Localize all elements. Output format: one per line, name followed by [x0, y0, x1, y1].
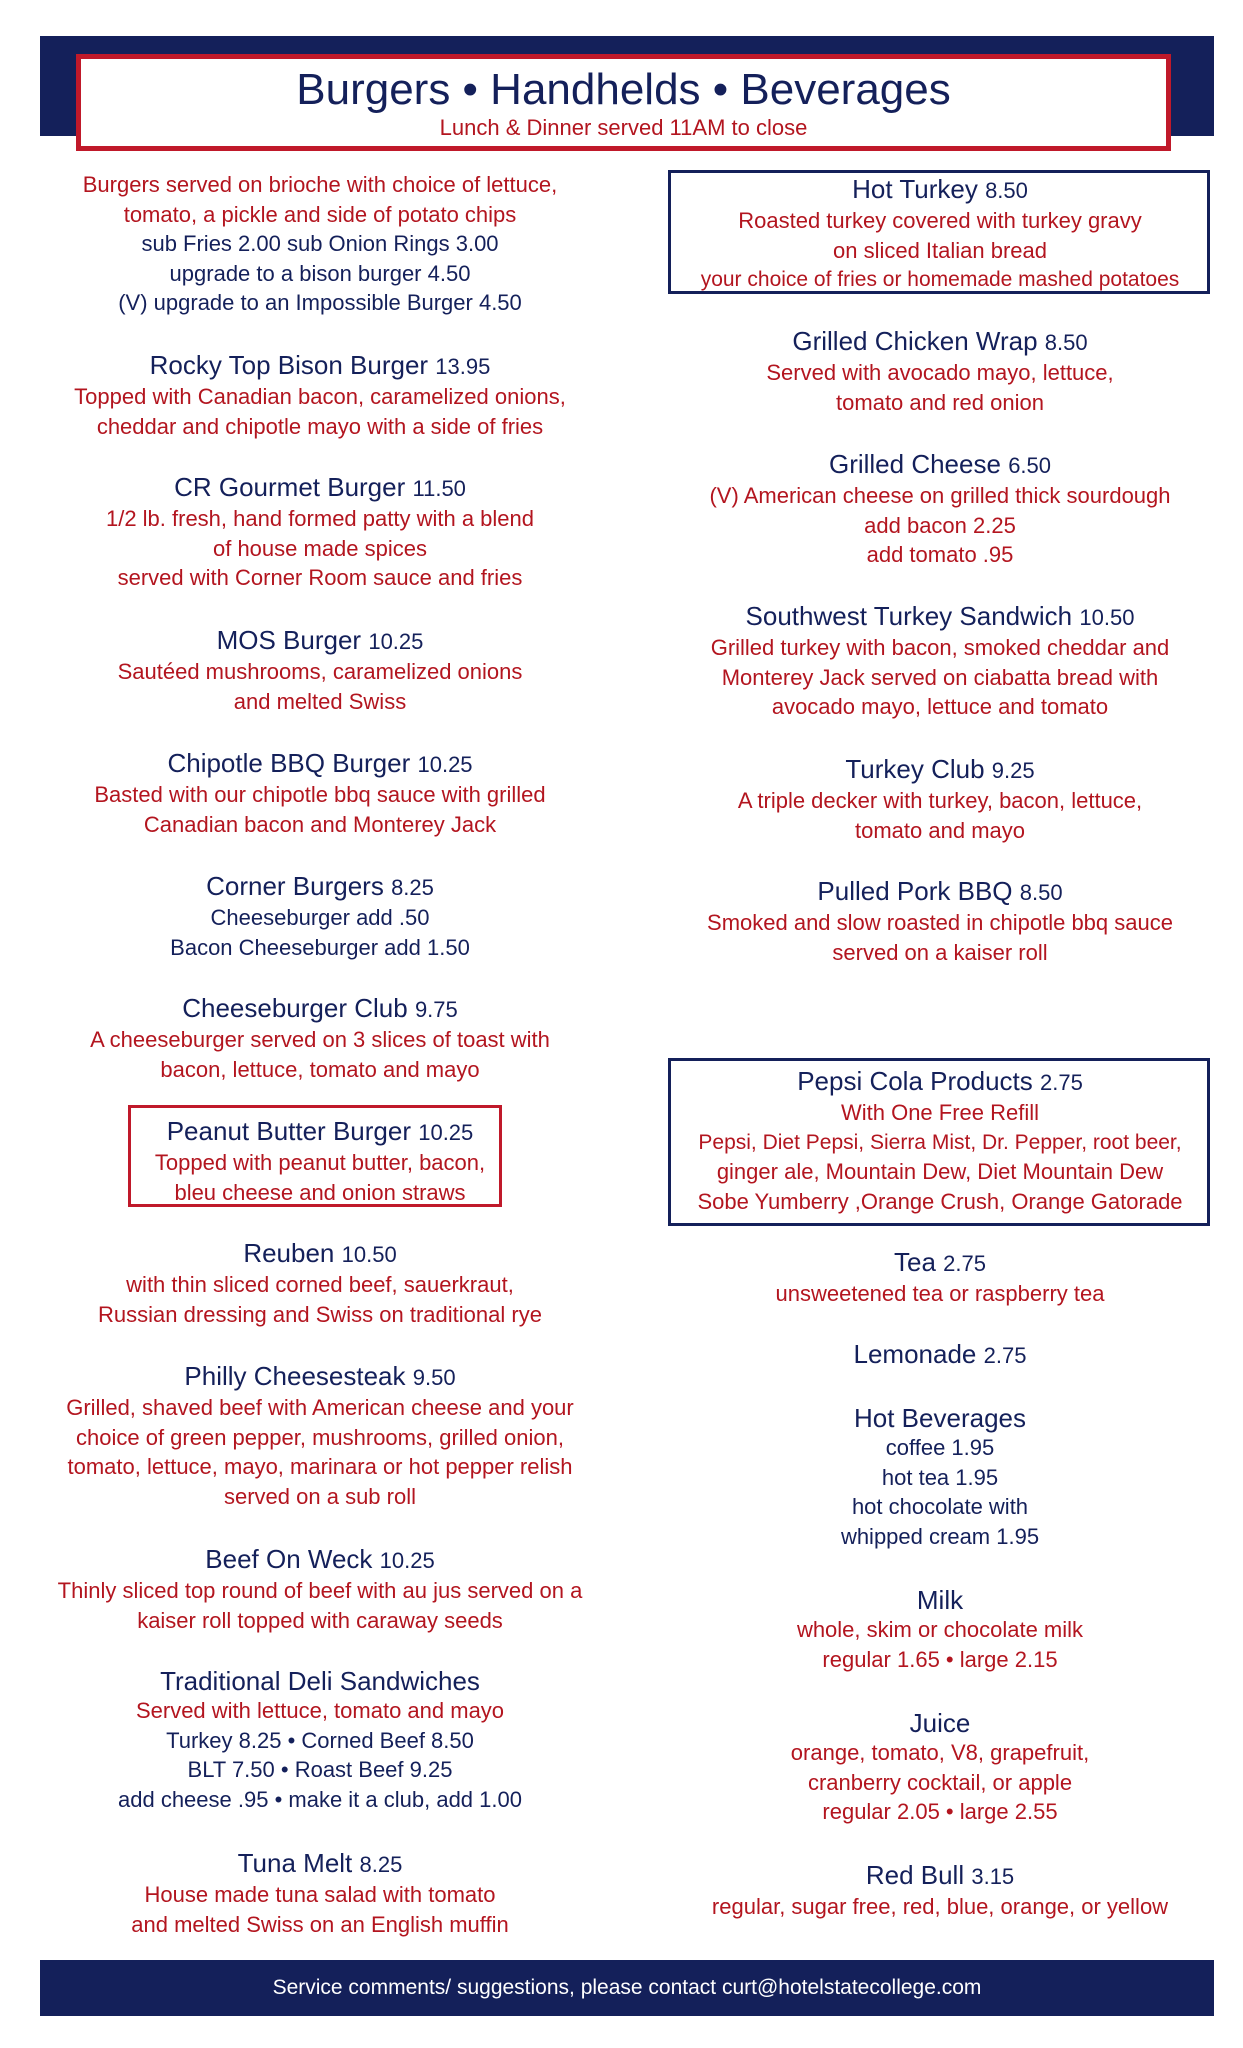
item-desc: Served with lettuce, tomato and mayo: [135, 1698, 505, 1723]
item-price: 2.75: [1039, 1070, 1083, 1095]
item-desc: 1/2 lb. fresh, hand formed patty with a blend: [105, 506, 535, 531]
item-desc: regular, sugar free, red, blue, orange, or yellow: [711, 1894, 1169, 1919]
item-desc: A cheeseburger served on 3 slices of toast with: [90, 1027, 550, 1052]
item-desc: Pepsi, Diet Pepsi, Sierra Mist, Dr. Pepper, root beer,: [698, 1130, 1182, 1154]
item-desc: (V) American cheese on grilled thick sourdough: [709, 483, 1171, 508]
item-desc: regular 2.05 • large 2.55: [822, 1799, 1058, 1824]
item-desc: served on a kaiser roll: [832, 939, 1048, 965]
item-desc: bacon, lettuce, tomato and mayo: [160, 1056, 480, 1082]
item-price: 8.25: [359, 1852, 403, 1877]
item-price: 10.25: [368, 629, 424, 654]
item-name: Pulled Pork BBQ: [817, 876, 1013, 906]
item-desc: Topped with Canadian bacon, caramelized onions,: [74, 384, 566, 409]
item-name: MOS Burger: [216, 625, 362, 655]
intro-line: sub Fries 2.00 sub Onion Rings 3.00: [141, 231, 499, 256]
item-desc: unsweetened tea or raspberry tea: [775, 1281, 1105, 1306]
item-desc: and melted Swiss: [233, 688, 407, 714]
menu-item-lemonade: [662, 1339, 1218, 1371]
menu-item-hot-turkey: [662, 174, 1218, 295]
item-price: 2.75: [983, 1343, 1027, 1368]
item-desc: cheddar and chipotle mayo with a side of fries: [96, 413, 544, 439]
item-price: 9.25: [991, 758, 1035, 783]
item-desc: tomato, lettuce, mayo, marinara or hot pepper relish: [67, 1454, 573, 1479]
item-desc: your choice of fries or homemade mashed potatoes: [700, 268, 1180, 291]
item-name: Traditional Deli Sandwiches: [160, 1666, 480, 1696]
item-price: 11.50: [412, 476, 466, 501]
item-price: 10.50: [341, 1242, 397, 1267]
intro-line: upgrade to a bison burger 4.50: [169, 260, 471, 286]
item-name: Grilled Chicken Wrap: [792, 326, 1038, 356]
item-price: 8.25: [391, 875, 434, 900]
item-desc: Russian dressing and Swiss on traditional rye: [98, 1301, 542, 1327]
menu-item-tea: [662, 1247, 1218, 1309]
item-desc: With One Free Refill: [840, 1100, 1040, 1125]
item-desc: on sliced Italian bread: [832, 237, 1048, 263]
menu-item-southwest-turkey-sandwich: [662, 601, 1218, 722]
item-name: Rocky Top Bison Burger: [149, 350, 429, 380]
item-name: Peanut Butter Burger: [166, 1116, 411, 1146]
item-desc: whipped cream 1.95: [840, 1523, 1040, 1549]
item-name: Hot Beverages: [854, 1403, 1026, 1433]
item-price: 10.25: [418, 1120, 474, 1145]
menu-item-tuna-melt: [25, 1848, 615, 1939]
item-desc: hot chocolate with: [851, 1494, 1029, 1519]
item-desc: Sautéed mushrooms, caramelized onions: [117, 659, 523, 684]
item-desc: coffee 1.95: [885, 1435, 995, 1460]
menu-item-beef-on-weck: [25, 1544, 615, 1635]
item-name: Southwest Turkey Sandwich: [745, 601, 1073, 631]
item-price: 9.50: [412, 1365, 456, 1390]
menu-item-pepsi-cola-products: [662, 1066, 1218, 1216]
item-price: 10.25: [417, 752, 473, 777]
item-desc: Served with avocado mayo, lettuce,: [766, 360, 1114, 385]
menu-item-hot-beverages: [662, 1403, 1218, 1551]
item-desc: Bacon Cheeseburger add 1.50: [170, 934, 470, 960]
intro-line: (V) upgrade to an Impossible Burger 4.50: [118, 290, 522, 315]
menu-item-reuben: [25, 1238, 615, 1329]
menu-item-red-bull: [662, 1860, 1218, 1922]
menu-item-rocky-top-bison-burger: [25, 350, 615, 441]
item-desc: Grilled, shaved beef with American cheese and your: [66, 1395, 574, 1420]
item-desc: add bacon 2.25: [864, 512, 1016, 538]
item-desc: and melted Swiss on an English muffin: [131, 1911, 509, 1937]
item-price: 6.50: [1008, 453, 1052, 478]
menu-item-grilled-cheese: [662, 449, 1218, 570]
item-name: Grilled Cheese: [828, 449, 1001, 479]
item-price: 9.75: [414, 997, 458, 1022]
item-desc: choice of green pepper, mushrooms, grilled onion,: [76, 1424, 564, 1450]
menu-item-traditional-deli-sandwiches: [25, 1666, 615, 1814]
item-desc: of house made spices: [212, 535, 428, 561]
item-price: 8.50: [1019, 880, 1063, 905]
item-desc: Topped with peanut butter, bacon,: [154, 1150, 486, 1175]
menu-item-turkey-club: [662, 754, 1218, 845]
item-name: Juice: [909, 1708, 971, 1738]
item-desc: bleu cheese and onion straws: [174, 1179, 466, 1205]
item-name: Beef On Weck: [205, 1544, 373, 1574]
item-desc: tomato and red onion: [836, 389, 1044, 415]
page-title: Burgers • Handhelds • Beverages: [296, 65, 951, 114]
item-desc: ginger ale, Mountain Dew, Diet Mountain Dew: [716, 1159, 1164, 1184]
item-desc: kaiser roll topped with caraway seeds: [137, 1607, 503, 1633]
item-desc: Roasted turkey covered with turkey gravy: [738, 208, 1142, 233]
item-desc: BLT 7.50 • Roast Beef 9.25: [187, 1757, 453, 1782]
item-desc: Grilled turkey with bacon, smoked cheddar and: [710, 635, 1170, 660]
item-name: Chipotle BBQ Burger: [167, 748, 411, 778]
item-desc: House made tuna salad with tomato: [144, 1882, 496, 1907]
intro-line: tomato, a pickle and side of potato chips: [123, 201, 517, 227]
item-price: 3.15: [971, 1864, 1015, 1889]
item-desc: served on a sub roll: [224, 1483, 416, 1509]
item-name: Turkey Club: [845, 754, 985, 784]
menu-item-peanut-butter-burger: [25, 1116, 615, 1207]
item-desc: served with Corner Room sauce and fries: [117, 565, 523, 590]
item-name: Milk: [916, 1585, 964, 1615]
item-price: 13.95: [435, 354, 491, 379]
item-desc: Monterey Jack served on ciabatta bread with: [721, 664, 1159, 690]
menu-item-cheeseburger-club: [25, 993, 615, 1084]
item-name: Tuna Melt: [237, 1848, 353, 1878]
item-desc: Thinly sliced top round of beef with au jus served on a: [57, 1578, 583, 1603]
item-name: Hot Turkey: [852, 174, 978, 204]
item-desc: avocado mayo, lettuce and tomato: [771, 694, 1109, 719]
item-price: 10.50: [1079, 605, 1135, 630]
item-name: Tea: [894, 1247, 936, 1277]
item-desc: Sobe Yumberry ,Orange Crush, Orange Gatorade: [697, 1188, 1183, 1214]
item-name: Corner Burgers: [206, 871, 392, 901]
item-desc: cranberry cocktail, or apple: [807, 1769, 1073, 1795]
item-name: Red Bull: [865, 1860, 965, 1890]
item-price: 2.75: [943, 1251, 986, 1276]
menu-item-grilled-chicken-wrap: [662, 326, 1218, 417]
item-desc: with thin sliced corned beef, sauerkraut,: [126, 1272, 514, 1297]
item-desc: A triple decker with turkey, bacon, lettuce,: [737, 788, 1143, 813]
intro-line: Burgers served on brioche with choice of lettuce,: [82, 172, 558, 197]
intro-block: [25, 170, 615, 318]
menu-item-milk: [662, 1585, 1218, 1674]
page-subtitle: Lunch & Dinner served 11AM to close: [439, 115, 808, 140]
item-desc: regular 1.65 • large 2.15: [822, 1646, 1058, 1672]
menu-item-corner-burgers: [25, 871, 615, 962]
item-name: Philly Cheesesteak: [184, 1361, 406, 1391]
item-name: Reuben: [243, 1238, 335, 1268]
item-desc: whole, skim or chocolate milk: [796, 1617, 1084, 1642]
item-desc: Basted with our chipotle bbq sauce with grilled: [94, 782, 546, 807]
menu-item-chipotle-bbq-burger: [25, 748, 615, 839]
item-name: Lemonade: [853, 1339, 977, 1369]
item-desc: Smoked and slow roasted in chipotle bbq sauce: [707, 910, 1173, 935]
item-desc: add cheese .95 • make it a club, add 1.00: [118, 1786, 522, 1812]
item-price: 8.50: [985, 178, 1028, 203]
item-name: Cheeseburger Club: [182, 993, 408, 1023]
item-name: Pepsi Cola Products: [797, 1066, 1033, 1096]
menu-item-pulled-pork-bbq: [662, 876, 1218, 967]
item-price: 8.50: [1044, 330, 1088, 355]
item-desc: orange, tomato, V8, grapefruit,: [790, 1740, 1090, 1765]
item-desc: hot tea 1.95: [881, 1464, 999, 1490]
item-desc: Cheeseburger add .50: [210, 905, 430, 930]
title-box: [76, 54, 1171, 151]
menu-item-philly-cheesesteak: [25, 1361, 615, 1511]
menu-item-cr-gourmet-burger: [25, 472, 615, 593]
item-name: CR Gourmet Burger: [174, 472, 406, 502]
item-desc: add tomato .95: [866, 542, 1014, 567]
item-price: 10.25: [379, 1548, 435, 1573]
menu-item-juice: [662, 1708, 1218, 1827]
item-desc: Canadian bacon and Monterey Jack: [143, 811, 497, 837]
item-desc: Turkey 8.25 • Corned Beef 8.50: [166, 1727, 474, 1753]
footer-contact: Service comments/ suggestions, please contact curt@hotelstatecollege.com: [40, 1960, 1214, 2016]
menu-item-mos-burger: [25, 625, 615, 716]
item-desc: tomato and mayo: [855, 817, 1025, 843]
